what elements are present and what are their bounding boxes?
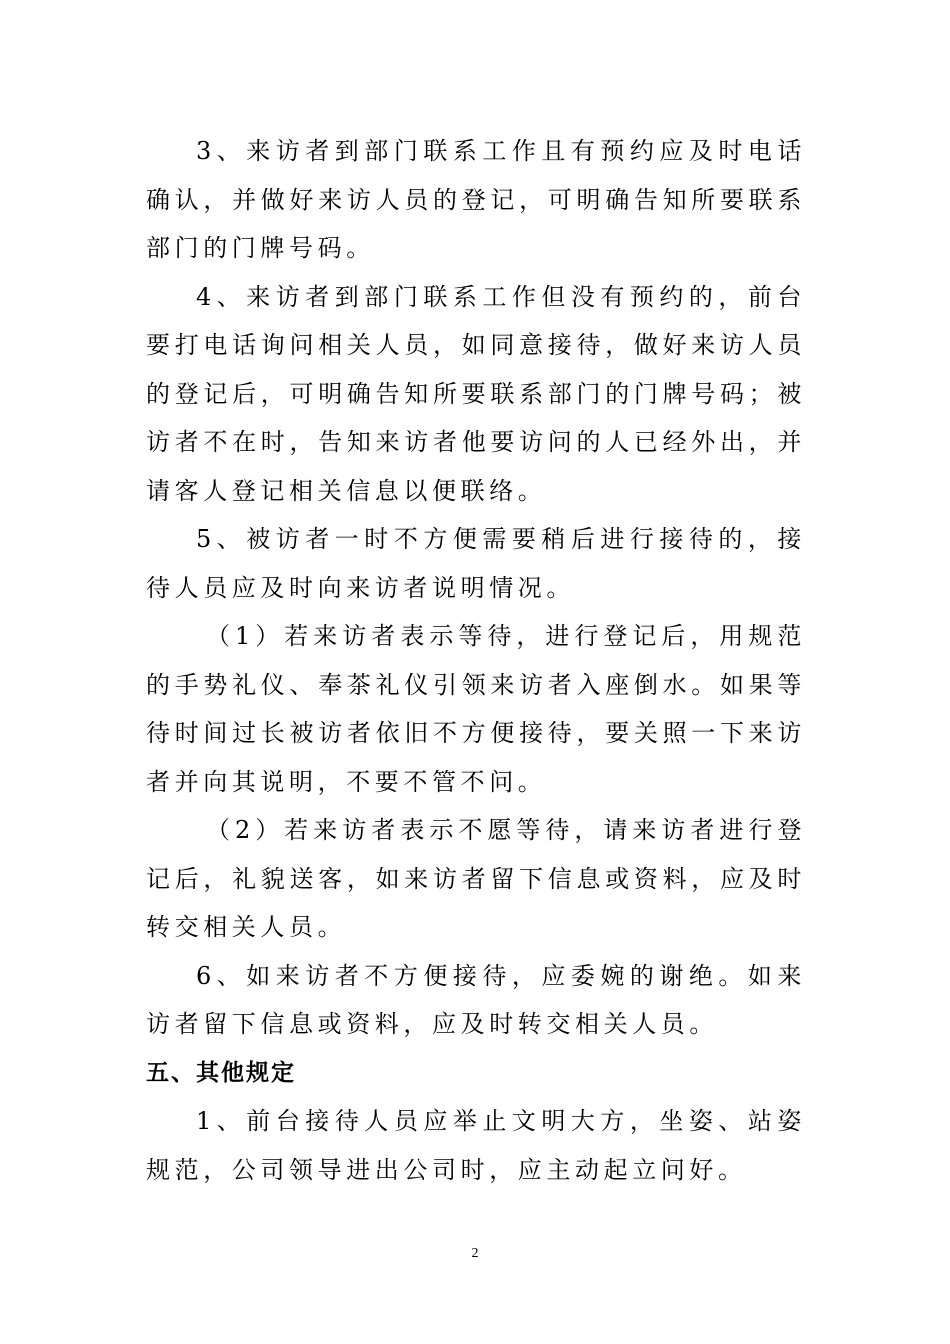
paragraph-item-5: 5、被访者一时不方便需要稍后进行接待的，接待人员应及时向来访者说明情况。 <box>146 525 806 602</box>
section-heading: 五、其他规定 <box>146 1059 296 1086</box>
paragraph-item-4: 4、来访者到部门联系工作但没有预约的，前台要打电话询问相关人员，如同意接待，做好来访人员的登记后，可明确告知所要联系部门的门牌号码；被访者不在时，告知来访者他要访问的人已经外出，并请客人登记相关信息以便联络。 <box>146 282 806 505</box>
paragraph-sub-item-2: （2）若来访者表示不愿等待，请来访者进行登记后，礼貌送客，如来访者留下信息或资料，应及时转交相关人员。 <box>146 816 806 941</box>
paragraph-sub-item-1: （1）若来访者表示等待，进行登记后，用规范的手势礼仪、奉茶礼仪引领来访者入座倒水。如果等待时间过长被访者依旧不方便接待，要关照一下来访者并向其说明，不要不管不问。 <box>146 622 806 796</box>
paragraph-item-6: 6、如来访者不方便接待，应委婉的谢绝。如来访者留下信息或资料，应及时转交相关人员。 <box>146 961 806 1038</box>
section-paragraph-1: 1、前台接待人员应举止文明大方，坐姿、站姿规范，公司领导进出公司时，应主动起立问好。 <box>146 1107 806 1184</box>
page-number: 2 <box>471 1246 479 1261</box>
page-body <box>146 127 806 1194</box>
paragraph-item-3: 3、来访者到部门联系工作且有预约应及时电话确认，并做好来访人员的登记，可明确告知所要联系部门的门牌号码。 <box>146 137 806 262</box>
